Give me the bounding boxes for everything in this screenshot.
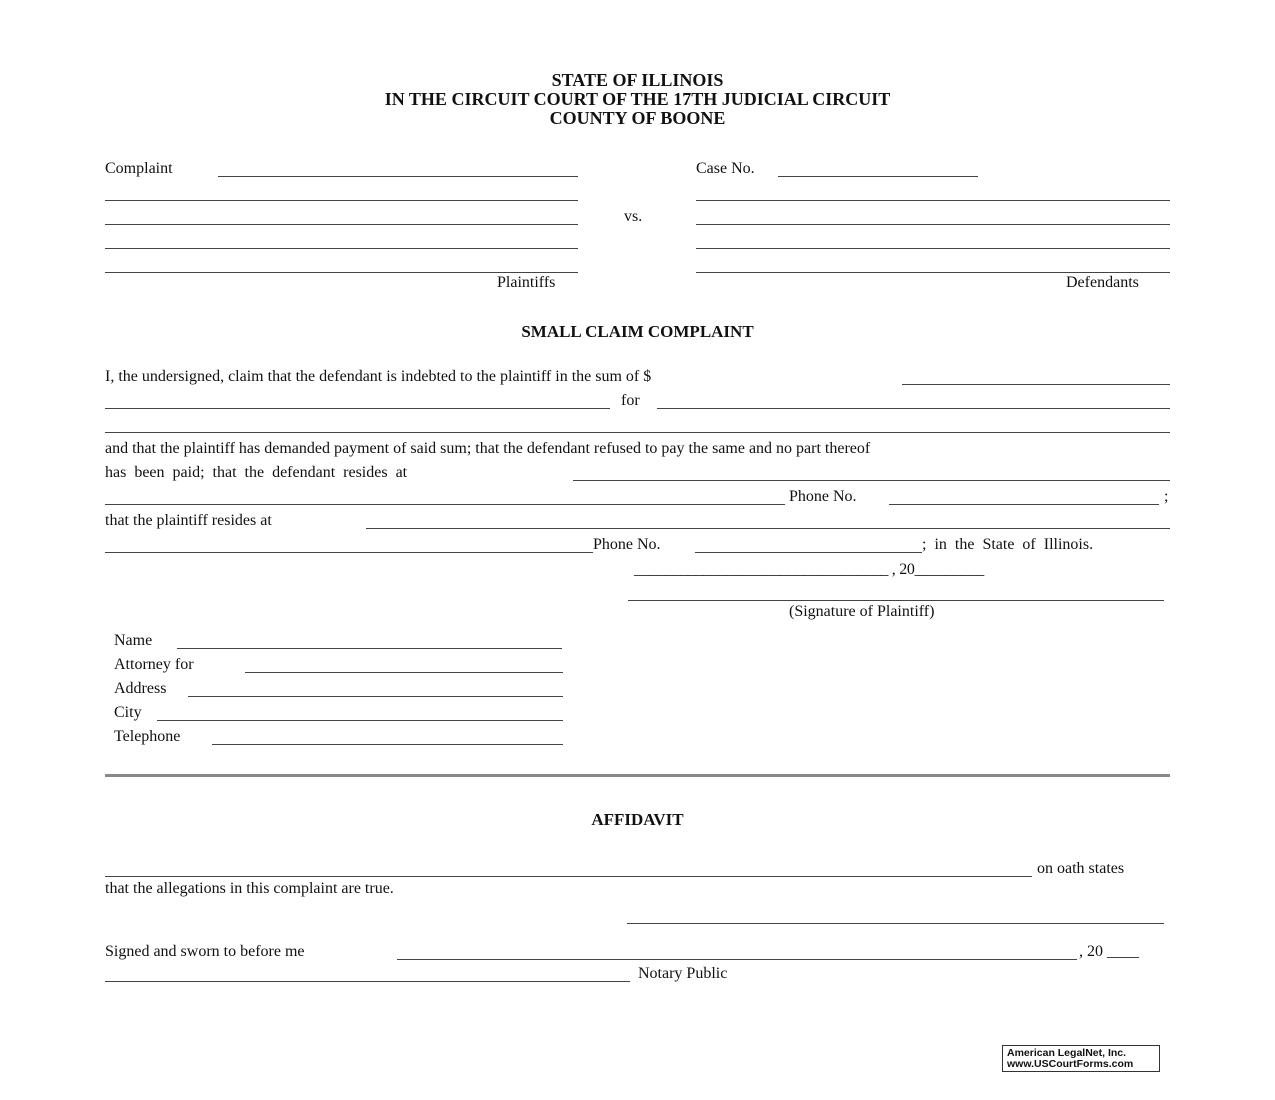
defendant-field-2[interactable] xyxy=(696,224,1170,225)
claim-reason-field[interactable] xyxy=(657,408,1170,409)
plaintiff-resides-text: that the plaintiff resides at xyxy=(105,512,272,529)
allegations-text: that the allegations in this complaint are true. xyxy=(105,880,394,897)
telephone-label: Telephone xyxy=(114,728,181,745)
affiant-signature-field[interactable] xyxy=(627,923,1164,924)
claim-reason-field-2[interactable] xyxy=(105,432,1170,433)
plaintiff-address-field-1[interactable] xyxy=(366,528,1170,529)
plaintiff-field-3[interactable] xyxy=(105,248,578,249)
name-label: Name xyxy=(114,632,153,649)
attorney-for-field[interactable] xyxy=(245,672,563,673)
defendant-field-4[interactable] xyxy=(696,272,1170,273)
notary-public-label: Notary Public xyxy=(638,965,728,982)
demand-text: and that the plaintiff has demanded payment of said sum; that the defendant refused to pay the same and no part thereof xyxy=(105,440,871,457)
complaint-label: Complaint xyxy=(105,160,173,177)
attorney-for-label: Attorney for xyxy=(114,656,194,673)
claim-detail-field-1[interactable] xyxy=(105,408,610,409)
city-label: City xyxy=(114,704,142,721)
date-field[interactable]: _________________________________ , 20_________ xyxy=(634,561,984,578)
court-circuit-heading: IN THE CIRCUIT COURT OF THE 17TH JUDICIAL CIRCUIT xyxy=(384,89,891,109)
defendant-resides-text: has been paid; that the defendant resides at xyxy=(105,464,408,481)
affiant-name-field[interactable] xyxy=(105,876,1032,877)
year-field[interactable]: , 20 ____ xyxy=(1079,943,1139,960)
defendant-field-1[interactable] xyxy=(696,200,1170,201)
defendant-address-field-1[interactable] xyxy=(573,480,1170,481)
case-no-field[interactable] xyxy=(778,176,978,177)
publisher-badge xyxy=(1002,1045,1160,1072)
plaintiff-field-2[interactable] xyxy=(105,224,578,225)
case-no-label: Case No. xyxy=(696,160,755,177)
plaintiff-address-field-2[interactable] xyxy=(105,552,593,553)
address-label: Address xyxy=(114,680,167,697)
defendant-field-3[interactable] xyxy=(696,248,1170,249)
defendant-phone-label: Phone No. xyxy=(789,488,857,505)
court-state-heading: STATE OF ILLINOIS xyxy=(551,70,724,90)
attorney-telephone-field[interactable] xyxy=(212,744,563,745)
notary-signature-field[interactable] xyxy=(105,981,630,982)
for-label: for xyxy=(621,392,640,409)
publisher-name: American LegalNet, Inc. xyxy=(1007,1047,1127,1059)
semicolon: ; xyxy=(1164,488,1169,505)
claim-amount-field[interactable] xyxy=(902,384,1170,385)
affidavit-title: AFFIDAVIT xyxy=(591,810,684,829)
vs-label: vs. xyxy=(624,208,643,225)
sworn-text: Signed and sworn to before me xyxy=(105,943,305,960)
plaintiff-field-1[interactable] xyxy=(105,200,578,201)
defendant-address-field-2[interactable] xyxy=(105,504,785,505)
claim-text: I, the undersigned, claim that the defendant is indebted to the plaintiff in the sum of $ xyxy=(105,368,652,385)
defendant-phone-field[interactable] xyxy=(889,504,1159,505)
attorney-city-field[interactable] xyxy=(157,720,563,721)
plaintiff-field-4[interactable] xyxy=(105,272,578,273)
plaintiffs-label: Plaintiffs xyxy=(497,274,556,291)
plaintiff-phone-field[interactable] xyxy=(695,552,922,553)
state-text: ; in the State of Illinois. xyxy=(922,536,1094,553)
complaint-field[interactable] xyxy=(218,176,578,177)
attorney-address-field[interactable] xyxy=(188,696,563,697)
sworn-date-field[interactable] xyxy=(397,959,1077,960)
signature-label: (Signature of Plaintiff) xyxy=(789,603,935,620)
plaintiff-phone-label: Phone No. xyxy=(593,536,661,553)
defendants-label: Defendants xyxy=(1066,274,1139,291)
section-divider xyxy=(105,774,1170,777)
form-title: SMALL CLAIM COMPLAINT xyxy=(521,322,754,341)
court-county-heading: COUNTY OF BOONE xyxy=(549,108,726,128)
publisher-website: www.USCourtForms.com xyxy=(1007,1058,1134,1070)
plaintiff-signature-field[interactable] xyxy=(628,600,1164,601)
attorney-name-field[interactable] xyxy=(177,648,562,649)
oath-text: on oath states xyxy=(1037,860,1125,877)
